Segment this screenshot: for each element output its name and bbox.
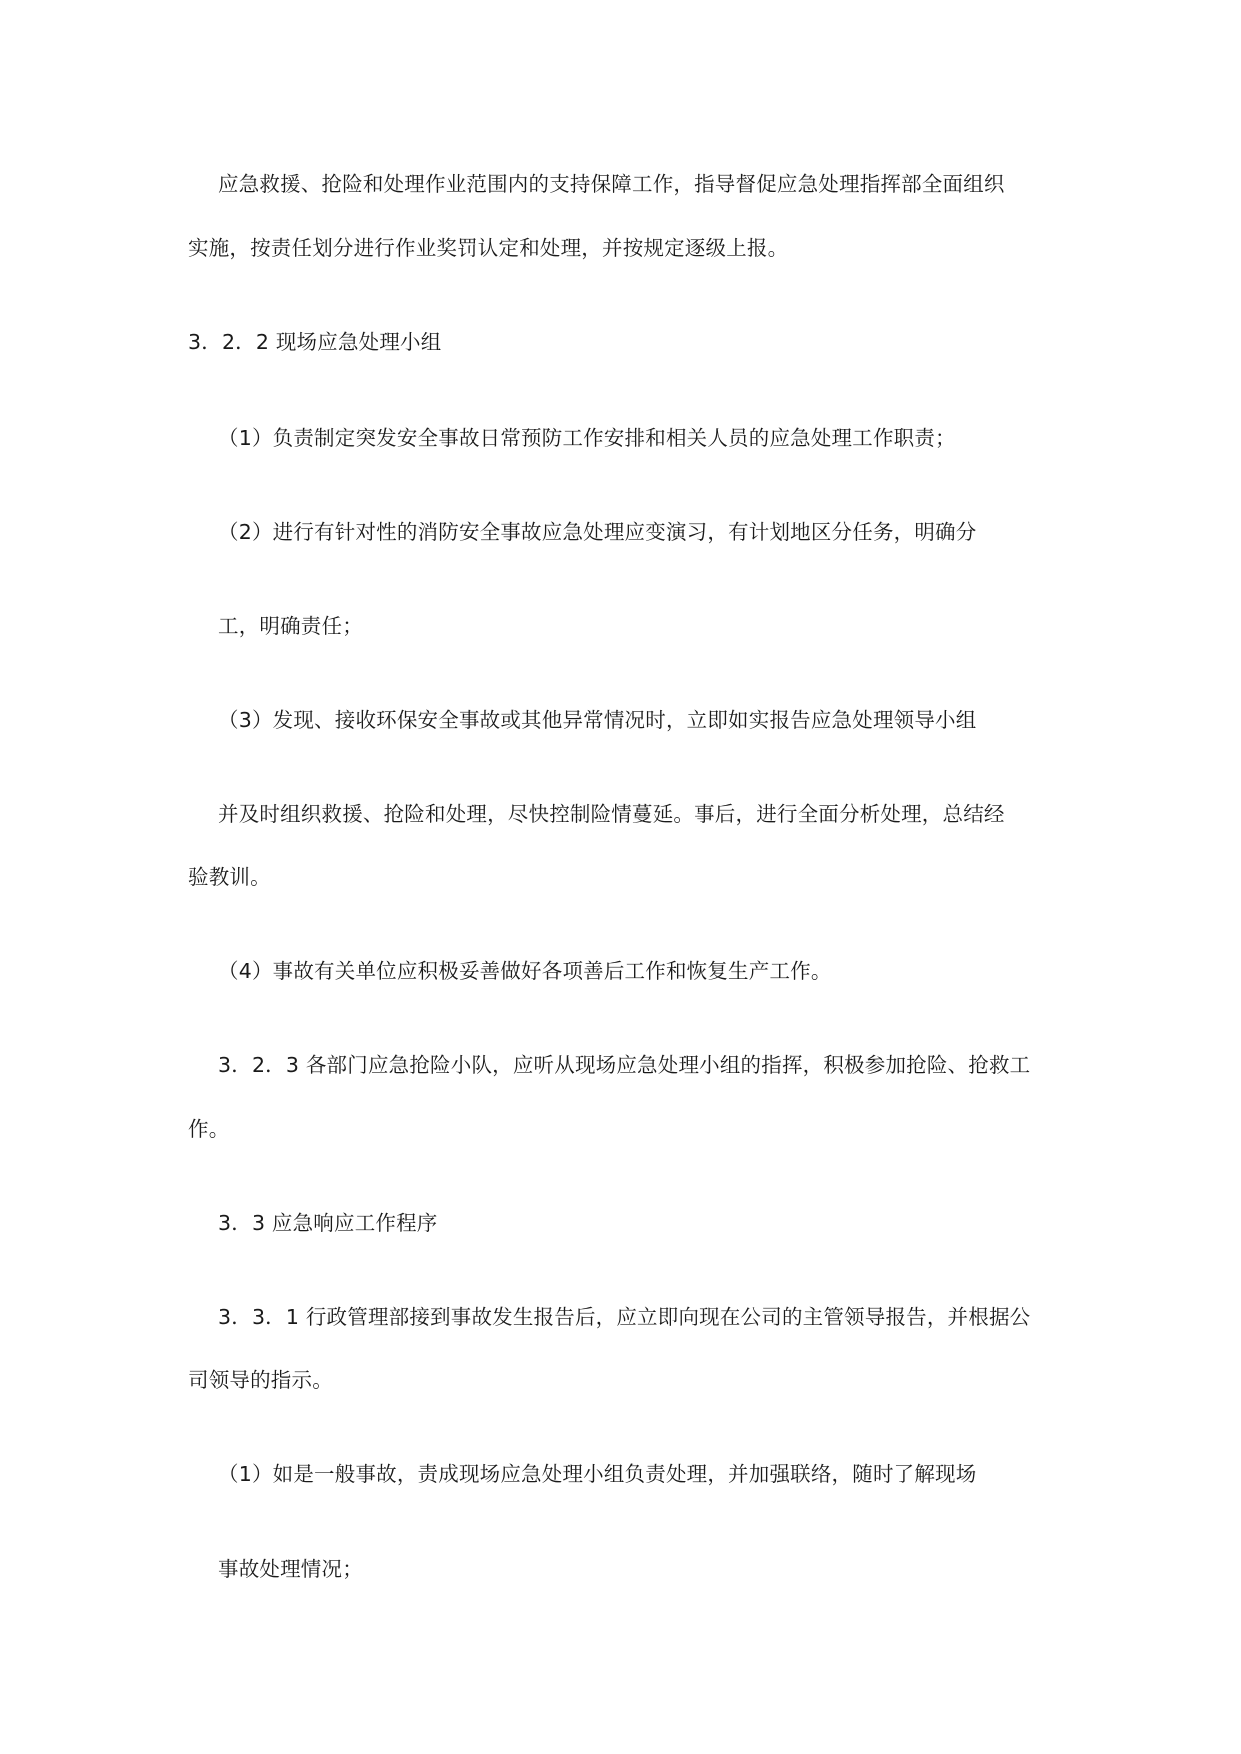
- paragraph-line: 并及时组织救援、抢险和处理，尽快控制险情蔓延。事后，进行全面分析处理，总结经: [218, 802, 1005, 826]
- section-heading: 3．3．1 行政管理部接到事故发生报告后，应立即向现在公司的主管领导报告，并根据公: [218, 1305, 1031, 1329]
- paragraph-line: 验教训。: [188, 865, 271, 889]
- paragraph-line: 司领导的指示。: [188, 1368, 333, 1392]
- paragraph-line: 应急救援、抢险和处理作业范围内的支持保障工作，指导督促应急处理指挥部全面组织: [218, 172, 1005, 196]
- section-heading: 3．2．2 现场应急处理小组: [188, 330, 442, 354]
- section-heading: 3．3 应急响应工作程序: [218, 1211, 438, 1235]
- section-heading: 3．2．3 各部门应急抢险小队，应听从现场应急处理小组的指挥，积极参加抢险、抢救工: [218, 1053, 1031, 1077]
- paragraph-line: 作。: [188, 1117, 230, 1141]
- list-item: （4）事故有关单位应积极妥善做好各项善后工作和恢复生产工作。: [218, 959, 832, 983]
- paragraph-line: 实施，按责任划分进行作业奖罚认定和处理，并按规定逐级上报。: [188, 236, 789, 260]
- list-item: （1）负责制定突发安全事故日常预防工作安排和相关人员的应急处理工作职责；: [218, 426, 956, 450]
- paragraph-line: 工，明确责任；: [218, 614, 363, 638]
- paragraph-line: 事故处理情况；: [218, 1557, 363, 1581]
- list-item: （1）如是一般事故，责成现场应急处理小组负责处理，并加强联络，随时了解现场: [218, 1462, 977, 1486]
- list-item: （2）进行有针对性的消防安全事故应急处理应变演习，有计划地区分任务，明确分: [218, 520, 977, 544]
- list-item: （3）发现、接收环保安全事故或其他异常情况时，立即如实报告应急处理领导小组: [218, 708, 977, 732]
